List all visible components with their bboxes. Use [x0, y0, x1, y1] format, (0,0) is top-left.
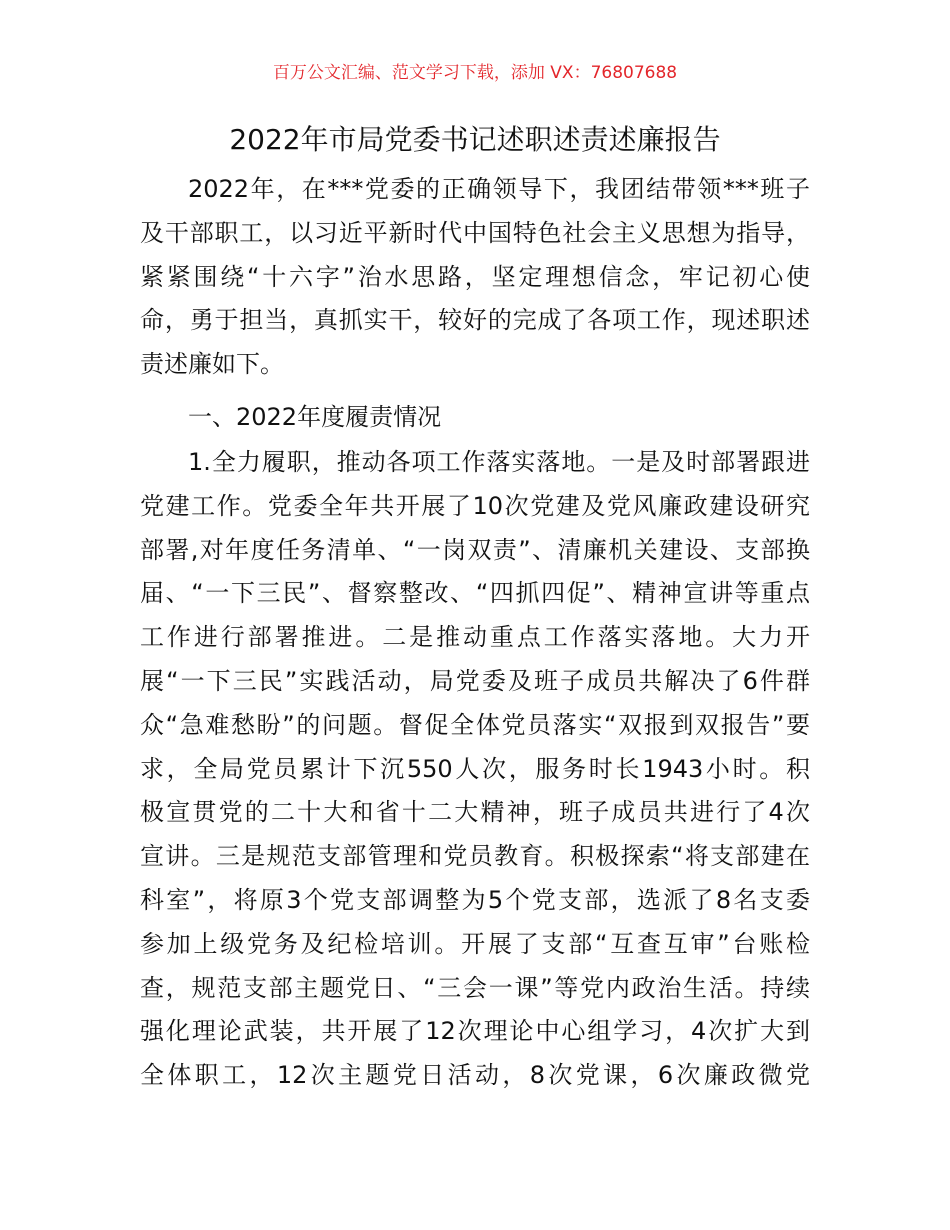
paragraph-line: 责述廉如下。	[140, 350, 284, 379]
paragraph-line: 求，全局党员累计下沉550人次，服务时长1943小时。积	[140, 754, 810, 783]
intro-paragraph	[140, 168, 810, 387]
paragraph-line: 工作进行部署推进。二是推动重点工作落实落地。大力开	[140, 623, 810, 652]
paragraph-line: 展“一下三民”实践活动，局党委及班子成员共解决了6件群	[140, 666, 810, 695]
section-heading-text: 一、2022年度履责情况	[188, 403, 442, 431]
paragraph-line: 宣讲。三是规范支部管理和党员教育。积极探索“将支部建在	[140, 842, 810, 871]
section1-paragraph	[140, 441, 810, 1098]
paragraph-line: 2022年，在***党委的正确领导下，我团结带领***班子	[188, 175, 810, 203]
paragraph-line: 全体职工，12次主题党日活动，8次党课，6次廉政微党	[140, 1061, 810, 1090]
paragraph-line: 1.全力履职，推动各项工作落实落地。一是及时部署跟进	[188, 448, 810, 476]
watermark-header: 百万公文汇编、范文学习下载，添加 VX：76807688	[272, 63, 678, 83]
section-heading	[140, 396, 810, 440]
paragraph-line: 部署,对年度任务清单、“一岗双责”、清廉机关建设、支部换	[140, 535, 810, 564]
paragraph-line: 紧紧围绕“十六字”治水思路，坚定理想信念，牢记初心使	[140, 262, 810, 291]
paragraph-line: 党建工作。党委全年共开展了10次党建及党风廉政建设研究	[140, 491, 810, 520]
paragraph-line: 命，勇于担当，真抓实干，较好的完成了各项工作，现述职述	[140, 306, 810, 335]
paragraph-line: 届、“一下三民”、督察整改、“四抓四促”、精神宣讲等重点	[140, 579, 810, 608]
paragraph-line: 强化理论武装，共开展了12次理论中心组学习，4次扩大到	[140, 1017, 810, 1046]
paragraph-line: 及干部职工，以习近平新时代中国特色社会主义思想为指导，	[140, 218, 810, 247]
paragraph-line: 参加上级党务及纪检培训。开展了支部“互查互审”台账检	[140, 929, 810, 958]
paragraph-line: 科室”，将原3个党支部调整为5个党支部，选派了8名支委	[140, 885, 810, 914]
paragraph-line: 查，规范支部主题党日、“三会一课”等党内政治生活。持续	[140, 973, 810, 1002]
paragraph-line: 极宣贯党的二十大和省十二大精神，班子成员共进行了4次	[140, 798, 810, 827]
paragraph-line: 众“急难愁盼”的问题。督促全体党员落实“双报到双报告”要	[140, 710, 810, 739]
document-title: 2022年市局党委书记述职述责述廉报告	[229, 123, 721, 156]
